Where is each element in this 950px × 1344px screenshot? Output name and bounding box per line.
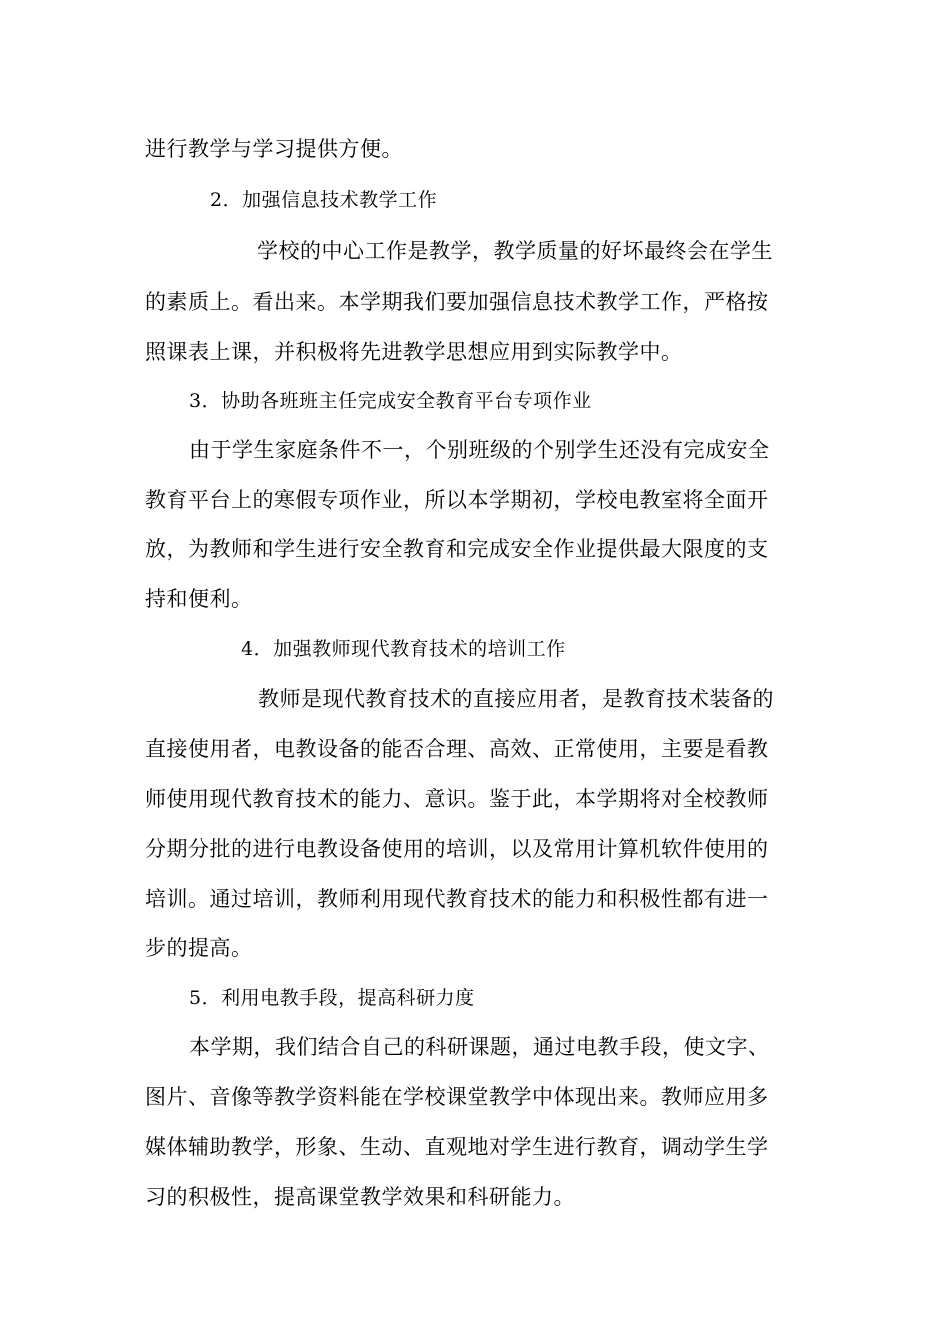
- paragraph-3-line-3: 放，为教师和学生进行安全教育和完成安全作业提供最大限度的支: [145, 537, 769, 561]
- paragraph-continuation-line: 进行教学与学习提供方便。: [145, 137, 403, 161]
- paragraph-3-line-4: 持和便利。: [145, 587, 253, 611]
- section-heading-5: 5．利用电教手段，提高科研力度: [189, 987, 475, 1009]
- paragraph-4-line-5: 培训。通过培训，教师利用现代教育技术的能力和积极性都有进一: [145, 887, 769, 911]
- paragraph-3-line-2: 教育平台上的寒假专项作业，所以本学期初，学校电教室将全面开: [145, 488, 769, 512]
- paragraph-2-line-3: 照课表上课，并积极将先进教学思想应用到实际教学中。: [145, 340, 683, 364]
- paragraph-5-line-4: 习的积极性，提高课堂教学效果和科研能力。: [145, 1185, 575, 1209]
- paragraph-4-line-3: 师使用现代教育技术的能力、意识。鉴于此，本学期将对全校教师: [145, 787, 769, 811]
- paragraph-2-line-2: 的素质上。看出来。本学期我们要加强信息技术教学工作，严格按: [145, 290, 769, 314]
- paragraph-5-line-3: 媒体辅助教学，形象、生动、直观地对学生进行教育，调动学生学: [145, 1135, 769, 1159]
- paragraph-3-line-1: 由于学生家庭条件不一，个别班级的个别学生还没有完成安全: [189, 438, 770, 462]
- paragraph-4-line-4: 分期分批的进行电教设备使用的培训，以及常用计算机软件使用的: [145, 837, 769, 861]
- paragraph-5-line-1: 本学期，我们结合自己的科研课题，通过电教手段，使文字、: [189, 1035, 770, 1059]
- section-heading-4: 4．加强教师现代教育技术的培训工作: [241, 638, 566, 660]
- paragraph-4-line-6: 步的提高。: [145, 936, 253, 960]
- section-heading-3: 3．协助各班班主任完成安全教育平台专项作业: [189, 390, 592, 412]
- paragraph-2-line-1: 学校的中心工作是教学，教学质量的好坏最终会在学生: [257, 239, 773, 263]
- paragraph-5-line-2: 图片、音像等教学资料能在学校课堂教学中体现出来。教师应用多: [145, 1085, 769, 1109]
- paragraph-4-line-1: 教师是现代教育技术的直接应用者，是教育技术装备的: [258, 687, 774, 711]
- paragraph-4-line-2: 直接使用者，电教设备的能否合理、高效、正常使用，主要是看教: [145, 737, 769, 761]
- section-heading-2: 2．加强信息技术教学工作: [210, 189, 438, 211]
